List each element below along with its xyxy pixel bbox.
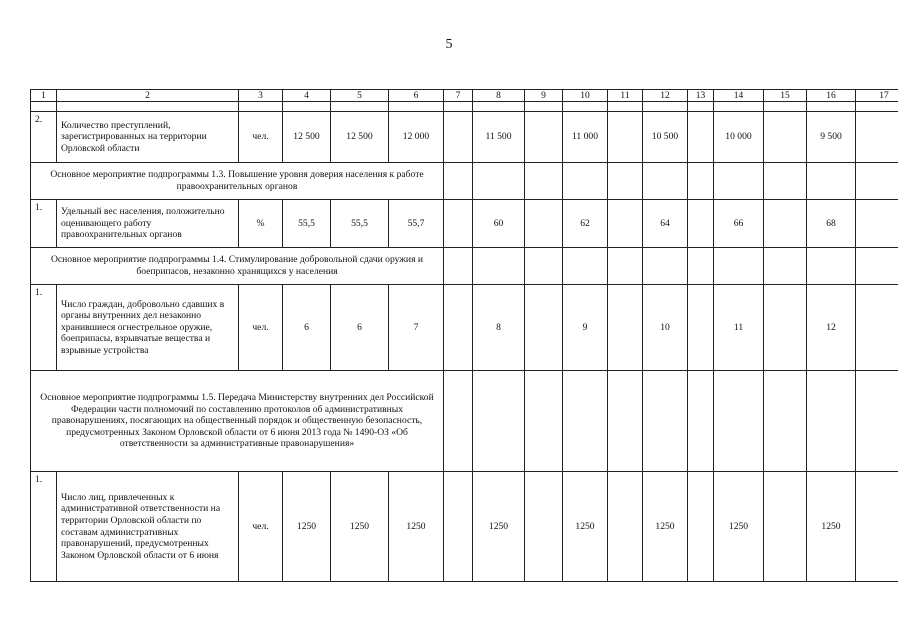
value-cell: 1250 (563, 472, 608, 582)
value-cell: 12 (807, 285, 856, 371)
column-number: 1 (31, 90, 57, 102)
row-number: 1. (31, 472, 57, 582)
value-cell (688, 285, 714, 371)
value-cell (688, 112, 714, 163)
value-cell (444, 200, 473, 248)
column-number: 5 (331, 90, 389, 102)
value-cell (764, 112, 807, 163)
section-row (31, 248, 898, 285)
value-cell: 10 000 (714, 112, 764, 163)
value-cell: 1250 (331, 472, 389, 582)
value-cell: 64 (643, 200, 688, 248)
table-row (31, 285, 898, 371)
value-cell: 1250 (389, 472, 444, 582)
value-cell: 55,5 (331, 200, 389, 248)
column-number: 17 (856, 90, 898, 102)
value-cell: 1250 (473, 472, 525, 582)
indicator-name: Число лиц, привлеченных к административной ответственности на территории Орловской области по составам административных правонарушений, предусмотренных Законом Орловской области от 6 июня (57, 472, 239, 582)
value-cell: 7 (389, 285, 444, 371)
value-cell: 9 500 (807, 112, 856, 163)
value-cell (525, 472, 563, 582)
column-number: 10 (563, 90, 608, 102)
value-cell (444, 112, 473, 163)
column-number: 4 (283, 90, 331, 102)
unit-cell: чел. (239, 472, 283, 582)
value-cell (856, 285, 898, 371)
value-cell (764, 285, 807, 371)
value-cell: 11 (714, 285, 764, 371)
section-title: Основное мероприятие подпрограммы 1.5. Передача Министерству внутренних дел Российской Федерации части полномочий по составлению протоколов об административных правонарушениях, посягающих на общественный порядок и общественную безопасность, предусмотренных Законом Орловской области от 6 июня 2013 года № 1490-ОЗ «Об ответственности за административные правонарушения» (31, 371, 444, 472)
column-number: 6 (389, 90, 444, 102)
value-cell: 62 (563, 200, 608, 248)
page-number: 5 (445, 37, 453, 52)
value-cell (856, 112, 898, 163)
indicator-name: Число граждан, добровольно сдавших в органы внутренних дел незаконно хранившиеся огнестрельное оружие, боеприпасы, взрывчатые вещества и взрывные устройства (57, 285, 239, 371)
column-number-row (31, 90, 898, 102)
value-cell: 55,7 (389, 200, 444, 248)
value-cell (856, 200, 898, 248)
value-cell (525, 200, 563, 248)
unit-cell: чел. (239, 112, 283, 163)
column-number: 13 (688, 90, 714, 102)
value-cell (688, 472, 714, 582)
value-cell: 10 (643, 285, 688, 371)
column-number: 16 (807, 90, 856, 102)
value-cell (608, 472, 643, 582)
value-cell (444, 285, 473, 371)
value-cell (688, 200, 714, 248)
value-cell: 68 (807, 200, 856, 248)
indicator-name: Удельный вес населения, положительно оценивающего работу правоохранительных органов (57, 200, 239, 248)
spacer-row (31, 102, 898, 112)
value-cell: 12 500 (283, 112, 331, 163)
value-cell (444, 472, 473, 582)
column-number: 7 (444, 90, 473, 102)
column-number: 9 (525, 90, 563, 102)
value-cell (764, 200, 807, 248)
unit-cell: % (239, 200, 283, 248)
value-cell (764, 472, 807, 582)
value-cell: 11 000 (563, 112, 608, 163)
value-cell: 1250 (643, 472, 688, 582)
value-cell: 9 (563, 285, 608, 371)
table-row (31, 200, 898, 248)
value-cell: 55,5 (283, 200, 331, 248)
value-cell: 8 (473, 285, 525, 371)
value-cell: 12 000 (389, 112, 444, 163)
value-cell: 1250 (807, 472, 856, 582)
value-cell (525, 112, 563, 163)
column-number: 8 (473, 90, 525, 102)
value-cell (608, 200, 643, 248)
indicator-name: Количество преступлений, зарегистрированных на территории Орловской области (57, 112, 239, 163)
value-cell: 12 500 (331, 112, 389, 163)
indicators-table (30, 89, 898, 582)
column-number: 3 (239, 90, 283, 102)
section-title: Основное мероприятие подпрограммы 1.3. Повышение уровня доверия населения к работе правоохранительных органов (31, 163, 444, 200)
column-number: 14 (714, 90, 764, 102)
value-cell: 6 (283, 285, 331, 371)
value-cell: 6 (331, 285, 389, 371)
value-cell (856, 472, 898, 582)
value-cell: 1250 (283, 472, 331, 582)
value-cell: 60 (473, 200, 525, 248)
value-cell (608, 285, 643, 371)
value-cell (608, 112, 643, 163)
table-row (31, 472, 898, 582)
section-title: Основное мероприятие подпрограммы 1.4. Стимулирование добровольной сдачи оружия и боеприпасов, незаконно хранящихся у населения (31, 248, 444, 285)
section-row (31, 163, 898, 200)
row-number: 1. (31, 200, 57, 248)
row-number: 1. (31, 285, 57, 371)
column-number: 12 (643, 90, 688, 102)
row-number: 2. (31, 112, 57, 163)
value-cell: 66 (714, 200, 764, 248)
value-cell: 1250 (714, 472, 764, 582)
section-row (31, 371, 898, 472)
value-cell: 11 500 (473, 112, 525, 163)
value-cell (525, 285, 563, 371)
column-number: 15 (764, 90, 807, 102)
unit-cell: чел. (239, 285, 283, 371)
column-number: 2 (57, 90, 239, 102)
column-number: 11 (608, 90, 643, 102)
table-row (31, 112, 898, 163)
value-cell: 10 500 (643, 112, 688, 163)
